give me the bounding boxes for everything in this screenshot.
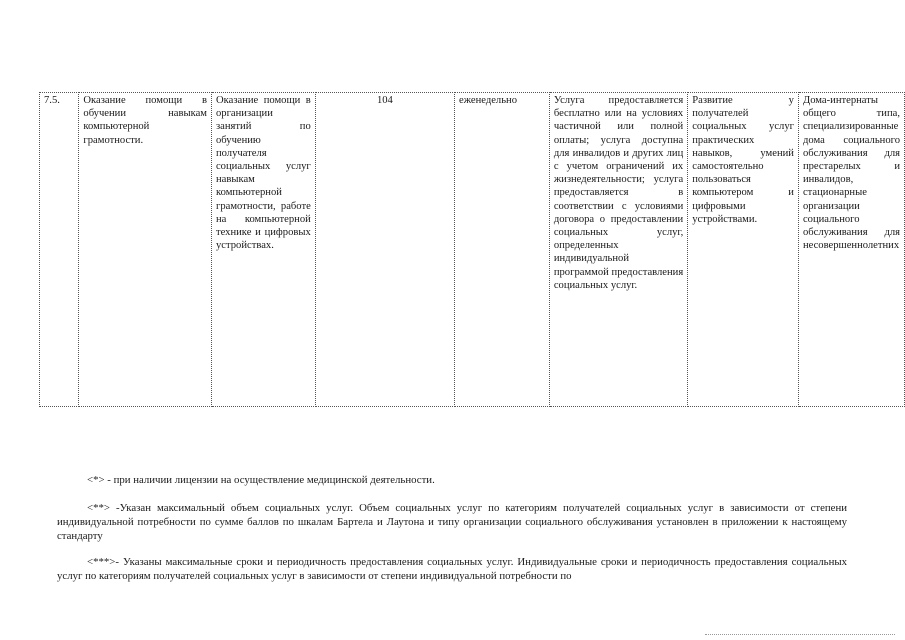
service-standard-table [39,92,905,407]
footnote-license: <*> - при наличии лицензии на осуществление медицинской деятельности. [87,473,435,486]
service-organizations-cell [798,93,904,407]
service-name: Оказание помощи в обучении навыкам компьютерной грамотности. [83,95,207,146]
service-periodicity-cell [455,93,550,407]
service-description-cell [211,93,315,407]
service-result-cell [688,93,799,407]
row-number: 7.5. [44,95,60,106]
service-conditions-cell [549,93,687,407]
service-conditions: Услуга предоставляется бесплатно или на условиях частичной или полной оплаты; услуга доступна для инвалидов и других лиц с учетом ограничений их жизнедеятельности; услуга предоставляется в соответствии с условиями договора о предоставлении социальных услуг, определенных индивидуальной программой предоставления социальных услуг. [553,95,684,291]
scan-edge-mark [705,634,895,636]
footnote-volume: <**> -Указан максимальный объем социальных услуг. Объем социальных услуг по категориям получателей социальных услуг в зависимости от степени индивидуальной потребности по сумме баллов по шкалам Бартела и Лаутона и типу организации социального обслуживания установлен в приложении к настоящему стандарту [57,501,847,542]
service-name-cell [79,93,212,407]
table-row [40,93,905,407]
footnote-periodicity: <***>- Указаны максимальные сроки и периодичность предоставления социальных услуг. Индивидуальные сроки и периодичность предоставления социальных услуг по категориям получателей социальных услуг в зависимости от степени индивидуальной потребности по [57,555,847,582]
service-description: Оказание помощи в организации занятий по обучению получателя социальных услуг навыкам компьютерной грамотности, работе на компьютерной технике и цифровых устройствах. [215,95,311,252]
service-volume: 104 [376,95,393,106]
row-number-cell [40,93,79,407]
service-volume-cell [315,93,454,407]
service-organizations: Дома-интернаты общего типа, специализированные дома социального обслуживания для престарелых и инвалидов, стационарные организации социального обслуживания для несовершеннолетних [802,95,900,252]
service-periodicity: еженедельно [459,95,518,106]
service-result: Развитие у получателей социальных услуг практических навыков, умений самостоятельно пользоваться компьютером и цифровыми устройствами. [692,95,794,225]
